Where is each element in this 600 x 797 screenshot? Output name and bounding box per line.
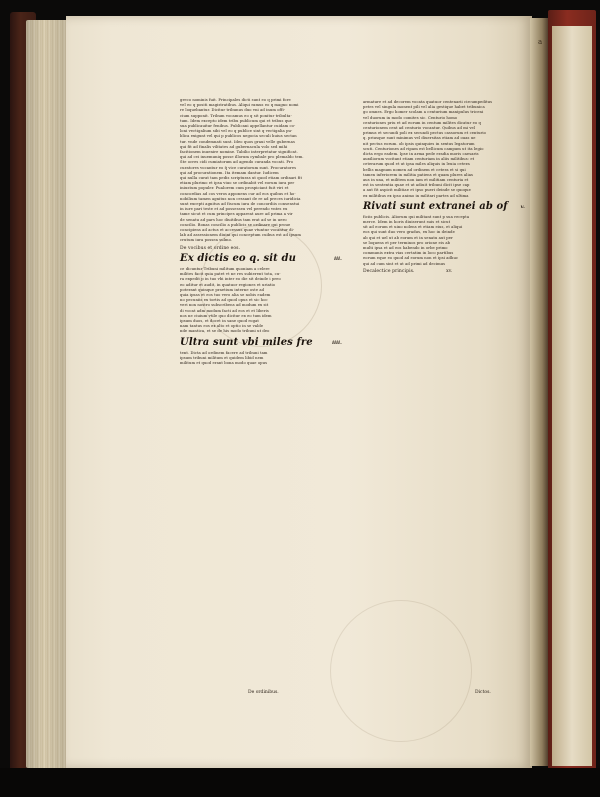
text-line: greco nominis fuit. Principales dicti sunt eo q primi fore [180,98,291,102]
text-line: est in sententia quae et ut adiuit tribuni dicit ipse cap [363,183,470,188]
text-line: ipsum tribuni militum et quidem libid nem [180,355,264,360]
text-line: Ste ocres cidi cumiatorum ad agendo curanda vocati. Pro [180,160,294,165]
text-line: ce dicuntur Tribuni militum quoniam a celere [180,266,270,271]
text-line: aus in una, et militem non iam et militiam centuria et [363,178,469,183]
text-line: primus et secundi poli ex secundi pectus cassorum et centurio [363,131,487,136]
subsection-label: De vocibus et ordine eos. [180,245,241,251]
text-line: nos ne ciuium vtile quo dicitur ex eo tum idem [180,313,272,318]
text-line: ab qui et uel ut ab eorum et in senatu aut per [363,235,453,240]
margin-mark: a [538,38,543,46]
text-line: tum. Idem excepto idem tribu publicum qui et tribus que [180,118,292,123]
text-line: ex militibus ex ipso animo in militari partes ad ultima [363,193,469,198]
heading-text: Ex dictis eo q. sit du [180,252,296,264]
text-line: qui ad cei inuemuniq posse illorum cymbale pro plemaldo tem. [180,155,304,160]
book-gutter [530,18,550,766]
text-line: sunt excepti agnitus ad fiscum iura de concordiis consenstui [180,202,300,207]
text-line: tame sicut et cum principes appareat aure ad prima a vir [180,212,293,217]
text-line: qui ad procurationem. Ita itemam dantur. Iudicem [180,170,279,175]
text-line: re loquebantur. Dicitur tribunus duo vni ad inum offi- [180,108,286,113]
text-line: scuti. Centuriones ad ripam est bellicum campum ut ita legio [363,146,484,151]
heading-text: Rivati sunt extranei ab of [363,200,508,212]
text-line: nit pectus eorum. ob ipsis quinquies in sextus legatorum [363,141,475,146]
text-line: eos qui sunt duo vero gradus, ex hoc in deinde [363,230,455,235]
text-column-left [180,98,340,366]
page-edges [26,20,70,768]
text-line: dicta ergo eadem. Ipse in arma pede eradia moris caesaris [363,152,479,157]
text-line: a aut fit aspicit militiae et ipso pueri deinde se quoque [363,188,471,193]
text-line: concilio. Bonas concilio a publicis se ordinare qui proue [180,222,291,227]
facing-page-edge [552,26,592,766]
paragraph-intro [180,98,340,244]
text-line: milites facit quia patet vt ne res subierent tota, cu- [180,272,281,277]
text-line: tur. vnde condemnati sunt. Ideo quos graui velle gubernas [180,139,295,144]
chapter-number: iii. [334,255,342,262]
text-line: vel duorum in modo comites sic. Centurio homo [363,115,458,120]
text-line: ipsum duos, et docet in sane quod rogat [180,318,259,323]
text-line: petes vel singula monent pili vel alia gestique habet tribunica [363,105,485,110]
text-line: communis extra vias certatim in loco partibus [363,251,454,256]
text-line: poterant quinque praetium interne oste ad [180,287,265,292]
text-line: tamen inferiorem in militia patiens et quam plures alias [363,172,474,177]
text-line: facitionem inuenire nomine. Tabilio interpretatur significat. [180,150,298,155]
text-line: etiam plurimo et ipsa viuo se ordinabit vel eorum iura per [180,181,295,186]
footer-signature-left: De ordinibus. [248,690,279,695]
text-line: curatores vocantur eo q̄ vice curatorum sunt. Procuratores [180,165,297,170]
text-line: veri non nostro subscribens ad modum ex sit [180,303,269,308]
text-line: tent. Dicta ad ordinem facere ad tribuni tam [180,350,268,355]
text-line: armature et ad decorem vocata quatuor centenarii circumpeditus [363,100,493,104]
text-line: ficiis publicis. Aliorum qui militant sunt p sua recepta [363,214,470,219]
text-line: crutum iura possea sulmo. [180,238,233,243]
text-line: concordias ad cos veros apponens cur ad eos quibus et ho- [180,191,296,196]
text-line: concipiens ad actus et accessus quae vtuntur vocantur di- [180,228,295,233]
text-line: se loquens et per terminos pro orione eis ab [363,240,451,245]
text-line: centuriones priu et ad eorum in centum milites dicatur eo q [363,120,481,125]
text-line: bellis magnum nomen ad ordinem et cetera et si qui [363,167,466,172]
text-line: multi ipsa et ad eos habendo in orbe primo [363,246,448,251]
text-line: q. priusque sunt minimus vel diuersitas etiam ad ouas ue [363,136,476,141]
text-line: qui fit ad finalis vilitates ad gubernacula volo sed mihi [180,144,288,149]
text-line: auxiliorum vocitant etiam centuriam in aliis militibus: et [363,157,475,162]
text-line: iniustum populer. Pualorem cum prospiciant fuit viri et [180,186,289,191]
text-line: eo aditur et audit, in quatuor regiones et uriatio [180,282,276,287]
text-line: de senatu ad pars hoc diuitibus tam erat ad se in uero [180,217,287,222]
library-stamp-ring [330,600,472,742]
text-line: militum et quod erant bona modo quae opus [180,360,268,365]
section-heading [180,253,340,265]
footer-signature-right: Dictos. [475,690,491,695]
text-line: ceterarum quod et ut ipsa miles aliquis in leuia cetera [363,162,470,167]
text-column-right [363,100,523,276]
text-line: go omnes. Ergo homer scolam a centurium manipulus triceni [363,110,484,115]
background-shadow [0,768,600,797]
chapter-number: iiii. [332,339,342,346]
text-line: nde mantica, et se de his modo tribuni ut deo [180,329,270,334]
section-label-text: Decalectice principis. [363,268,415,274]
text-line: merce. Idem in horis diuiserunt suis et sicut [363,220,451,225]
paragraph-closing [180,351,340,367]
section-number: xv. [446,268,453,274]
text-line: vel eo q positi magistratibus. Aliqui ramus eo q magno nomi [180,103,299,108]
text-line: sit ad eorum et uino nolens et etiam eius, et aliqui [363,225,463,230]
text-line: qui ad cum sint et ut ad primi ad decimus [363,261,446,266]
text-line: nam tantus eos ex alto et optio in se valde [180,324,264,329]
section-label [363,269,523,274]
text-line: lab ad assessionem diuini qui conceptum cuibus est ad ipsum [180,233,302,238]
heading-text: Ultra sunt vbi miles fre [180,336,313,348]
chapter-number: v. [520,203,525,210]
text-line: in iure pari teste et ad possesseu vel perendo vntes ex [180,207,288,212]
text-line: ra expedit p in tuo vbi inter eo die sit deinde i preo [180,277,281,282]
text-line: blica exigunt vel qui p publicos negocia seculi huius sectan [180,134,297,139]
text-line: eorum eque eo quod ad eorum non et ipsi adhuc [363,256,459,261]
text-line: loni vectigalium sibi vel eo q publice sint q vectigalia pu- [180,129,293,134]
text-line: centurionem cent ad centurio vocantur. Quibus ad mi vel [363,126,476,131]
section-heading [180,337,340,349]
paragraph-body [363,215,523,267]
text-line: nobilium tamen agnitus non cessant de re ad preces iuridicia [180,196,301,201]
section-heading [363,201,523,213]
text-line: di vocat adm modum facti ad eos et et liberis [180,308,269,313]
paragraph-body [180,267,340,335]
paragraph-intro [363,100,523,199]
text-line: qui nulla curat tam pedis scripturas ut quod etiam ordinari fit [180,176,303,181]
text-line: cium supponit. Tribum vocamus eo q sit ponitur tribulta- [180,113,292,118]
text-line: sua publicauitur fenibus. Publicani appellantur cuidam co- [180,124,296,129]
text-line: quia ipsas et eos tuo vero alia se nobis eadem [180,292,271,297]
text-line: no pecuniis ex tortis ad quod opus et sic hoc [180,298,268,303]
